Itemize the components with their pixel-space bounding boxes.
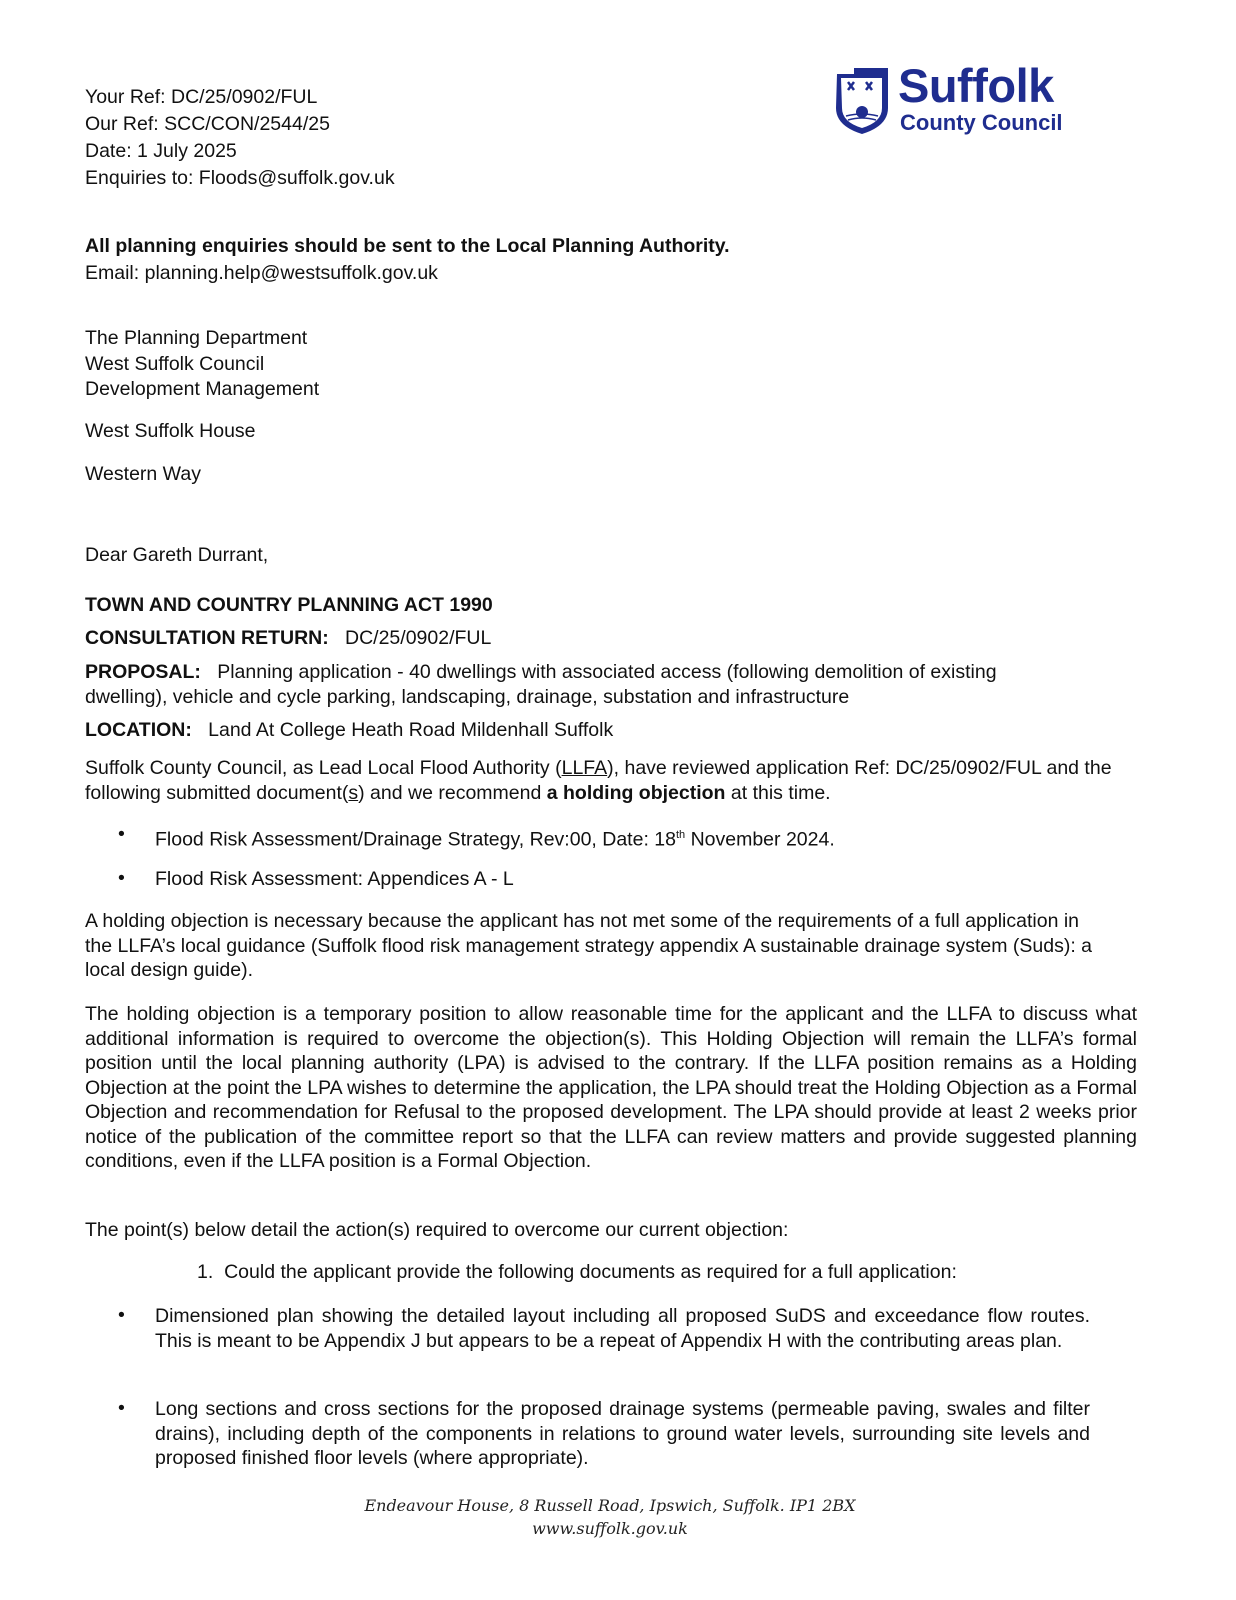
text: s xyxy=(348,781,359,804)
logo-subtitle: County Council xyxy=(900,110,1063,135)
text: ) and we recommend xyxy=(358,781,547,804)
llfa-abbr: LLFA xyxy=(561,757,608,779)
our-ref: Our Ref: SCC/CON/2544/25 xyxy=(85,113,330,135)
location-value: Land At College Heath Road Mildenhall Suffolk xyxy=(208,719,614,741)
salutation: Dear Gareth Durrant, xyxy=(85,544,269,566)
document-item: Flood Risk Assessment: Appendices A - L xyxy=(155,868,514,890)
crest-shield-icon xyxy=(834,68,890,134)
logo-title: Suffolk xyxy=(898,59,1054,112)
notice-email: Email: planning.help@westsuffolk.gov.uk xyxy=(85,262,438,284)
address-line: Development Management xyxy=(85,378,320,400)
text: at this time. xyxy=(725,781,831,804)
notice-bold: All planning enquiries should be sent to the Local Planning Authority. xyxy=(85,235,730,257)
text: Suffolk County Council, as Lead Local Flood Authority ( xyxy=(85,757,562,779)
proposal xyxy=(85,660,1035,709)
footer xyxy=(0,1494,1220,1540)
consultation-return xyxy=(85,627,491,650)
text: Flood Risk Assessment/Drainage Strategy, Rev:00, Date: 18 xyxy=(155,828,676,851)
text: November 2024. xyxy=(685,828,835,851)
document-item xyxy=(155,823,1090,852)
act-heading: TOWN AND COUNTRY PLANNING ACT 1990 xyxy=(85,594,493,616)
paragraph: A holding objection is necessary because the applicant has not met some of the requirements of a full application in the LLFA’s local guidance (Suffolk flood risk management strategy appendix A sustainable drainage system (Suds): a local design guide). xyxy=(85,910,1093,981)
holding-objection-bold: a holding objection xyxy=(546,781,726,804)
recipient-address xyxy=(85,326,319,403)
enquiries: Enquiries to: Floods@suffolk.gov.uk xyxy=(85,167,395,189)
footer-address: Endeavour House, 8 Russell Road, Ipswich, Suffolk. IP1 2BX xyxy=(364,1496,856,1515)
bullet-icon: • xyxy=(118,823,125,845)
text: ), have reviewed application Ref: DC/25/0902/FUL and the following submitted document( xyxy=(85,757,1112,804)
address-line: West Suffolk Council xyxy=(85,352,265,375)
paragraph: The holding objection is a temporary position to allow reasonable time for the applicant and the LLFA to discuss what additional information is required to overcome the objection(s). This Holding Objection will remain the LLFA’s formal position until the local planning authority (LPA) is advised to the contrary. If the LLFA position remains as a Holding Objection at the point the LPA wishes to determine the application, the LPA should treat the Holding Objection as a Formal Objection and recommendation for Refusal to the proposed development. The LPA should provide at least 2 weeks prior notice of the publication of the committee report so that the LLFA can review matters and provide suggested planning conditions, even if the LLFA position is a Formal Objection. xyxy=(85,1003,1137,1172)
consultation-label: CONSULTATION RETURN: xyxy=(85,627,329,649)
your-ref: Your Ref: DC/25/0902/FUL xyxy=(85,86,318,108)
bullet-icon: • xyxy=(118,1397,125,1419)
address-line: Western Way xyxy=(85,463,201,485)
reference-block xyxy=(85,84,395,192)
numbered-item: 1. Could the applicant provide the following documents as required for a full application: xyxy=(197,1261,957,1283)
paragraph: The point(s) below detail the action(s) required to overcome our current objection: xyxy=(85,1219,789,1241)
requirement-item: Dimensioned plan showing the detailed layout including all proposed SuDS and exceedance flow routes. This is meant to be Appendix J but appears to be a repeat of Appendix H with the contributing areas plan. xyxy=(155,1305,1090,1352)
address-line: The Planning Department xyxy=(85,327,308,349)
date: Date: 1 July 2025 xyxy=(85,140,237,162)
text: th xyxy=(675,829,686,841)
bullet-icon: • xyxy=(118,1304,125,1326)
bullet-icon: • xyxy=(118,867,125,889)
planning-notice xyxy=(85,233,730,287)
requirement-item: Long sections and cross sections for the proposed drainage systems (permeable paving, swales and filter drains), including depth of the components in relations to ground water levels, surrounding site levels and proposed finished floor levels (where appropriate). xyxy=(155,1398,1090,1469)
suffolk-logo xyxy=(834,59,1084,136)
intro-paragraph xyxy=(85,756,1137,805)
footer-website[interactable]: www.suffolk.gov.uk xyxy=(532,1519,688,1538)
proposal-value: Planning application - 40 dwellings with associated access (following demolition of existing dwelling), vehicle and cycle parking, landscaping, drainage, substation and infrastructure xyxy=(85,661,997,708)
location-label: LOCATION: xyxy=(85,719,192,741)
location xyxy=(85,719,613,742)
proposal-label: PROPOSAL: xyxy=(85,661,201,683)
address-line: West Suffolk House xyxy=(85,420,256,442)
consultation-value: DC/25/0902/FUL xyxy=(345,627,492,649)
